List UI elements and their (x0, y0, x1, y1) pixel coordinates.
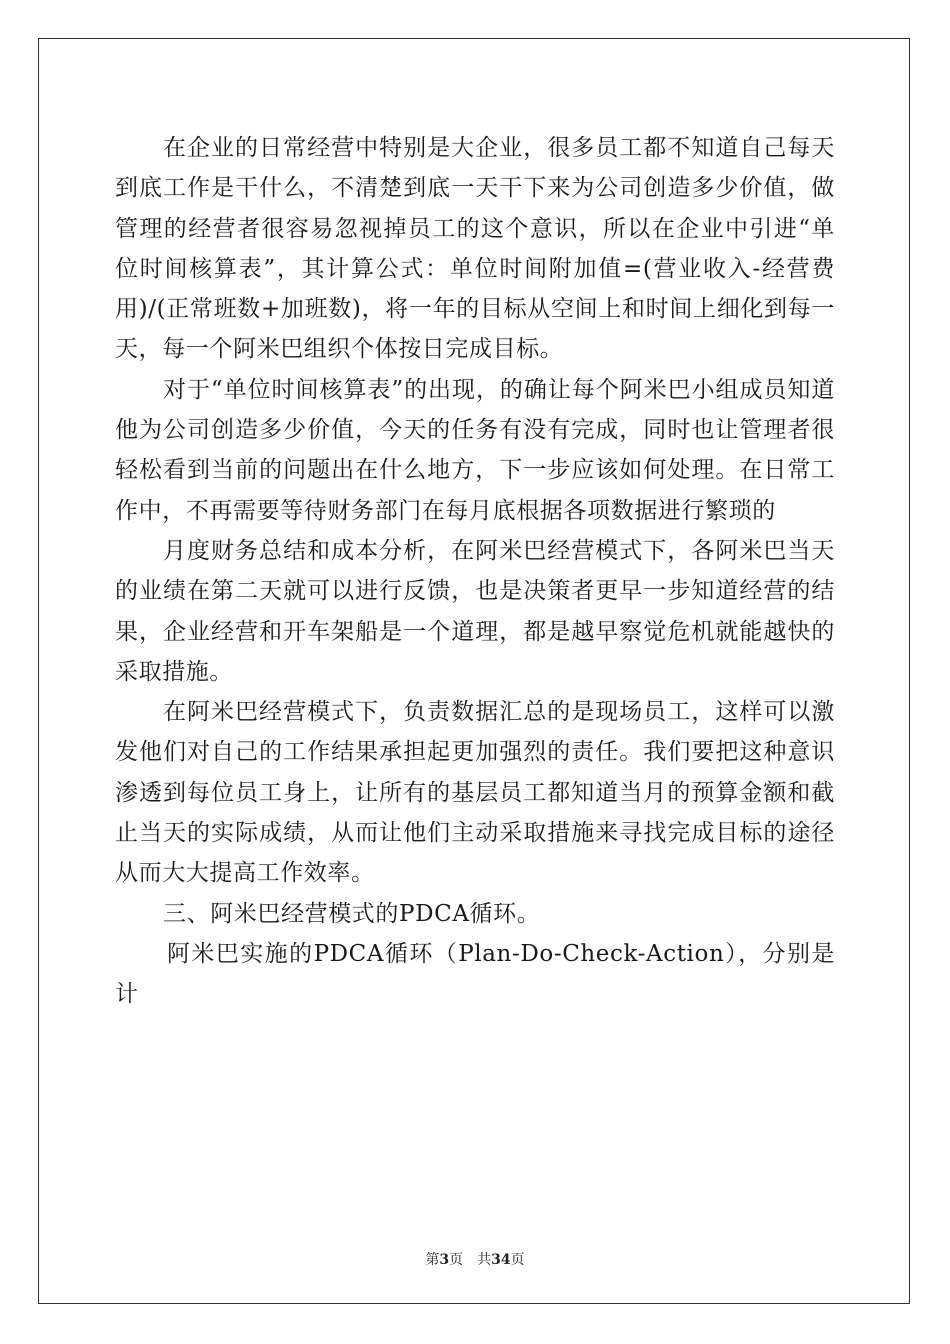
footer-total-suffix: 页 (510, 1252, 525, 1268)
footer-page-prefix: 第 (425, 1252, 440, 1268)
section-heading-pdca: 三、阿米巴经营模式的PDCA循环。 (163, 900, 541, 927)
footer-page-suffix: 页 (449, 1252, 464, 1268)
document-body (115, 128, 835, 1015)
paragraph-employee-responsibility: 在阿米巴经营模式下，负责数据汇总的是现场员工，这样可以激发他们对自己的工作结果承担起更加强烈的责任。我们要把这种意识渗透到每位员工身上，让所有的基层员工都知道当月的预算金额和截止当天的实际成绩，从而让他们主动采取措施来寻找完成目标的途径从而大大提高工作效率。 (115, 699, 835, 887)
footer-total-pages: 34 (491, 1252, 511, 1268)
paragraph-unit-time-accounting: 在企业的日常经营中特别是大企业，很多员工都不知道自己每天到底工作是干什么，不清楚到底一天干下来为公司创造多少价值，做管理的经营者很容易忽视掉员工的这个意识，所以在企业中引进“单位时间核算表”，其计算公式：单位时间附加值=(营业收入-经营费用)/(正常班数+加班数)，将一年的目标从空间上和时间上细化到每一天，每一个阿米巴组织个体按日完成目标。 (115, 135, 835, 363)
paragraph-pdca-intro: 阿米巴实施的PDCA循环（Plan-Do-Check-Action），分别是计 (115, 940, 835, 1008)
page-footer (0, 1249, 950, 1269)
paragraph-accounting-table-benefits: 对于“单位时间核算表”的出现，的确让每个阿米巴小组成员知道他为公司创造多少价值，今天的任务有没有完成，同时也让管理者很轻松看到当前的问题出在什么地方，下一步应该如何处理。在日常工作中，不再需要等待财务部门在每月底根据各项数据进行繁琐的 (115, 376, 835, 524)
paragraph-monthly-finance: 月度财务总结和成本分析，在阿米巴经营模式下，各阿米巴当天的业绩在第二天就可以进行反馈，也是决策者更早一步知道经营的结果，企业经营和开车架船是一个道理，都是越早察觉危机就能越快的采取措施。 (115, 537, 835, 685)
footer-total-prefix: 共 (477, 1252, 492, 1268)
footer-page-number: 3 (439, 1252, 450, 1268)
